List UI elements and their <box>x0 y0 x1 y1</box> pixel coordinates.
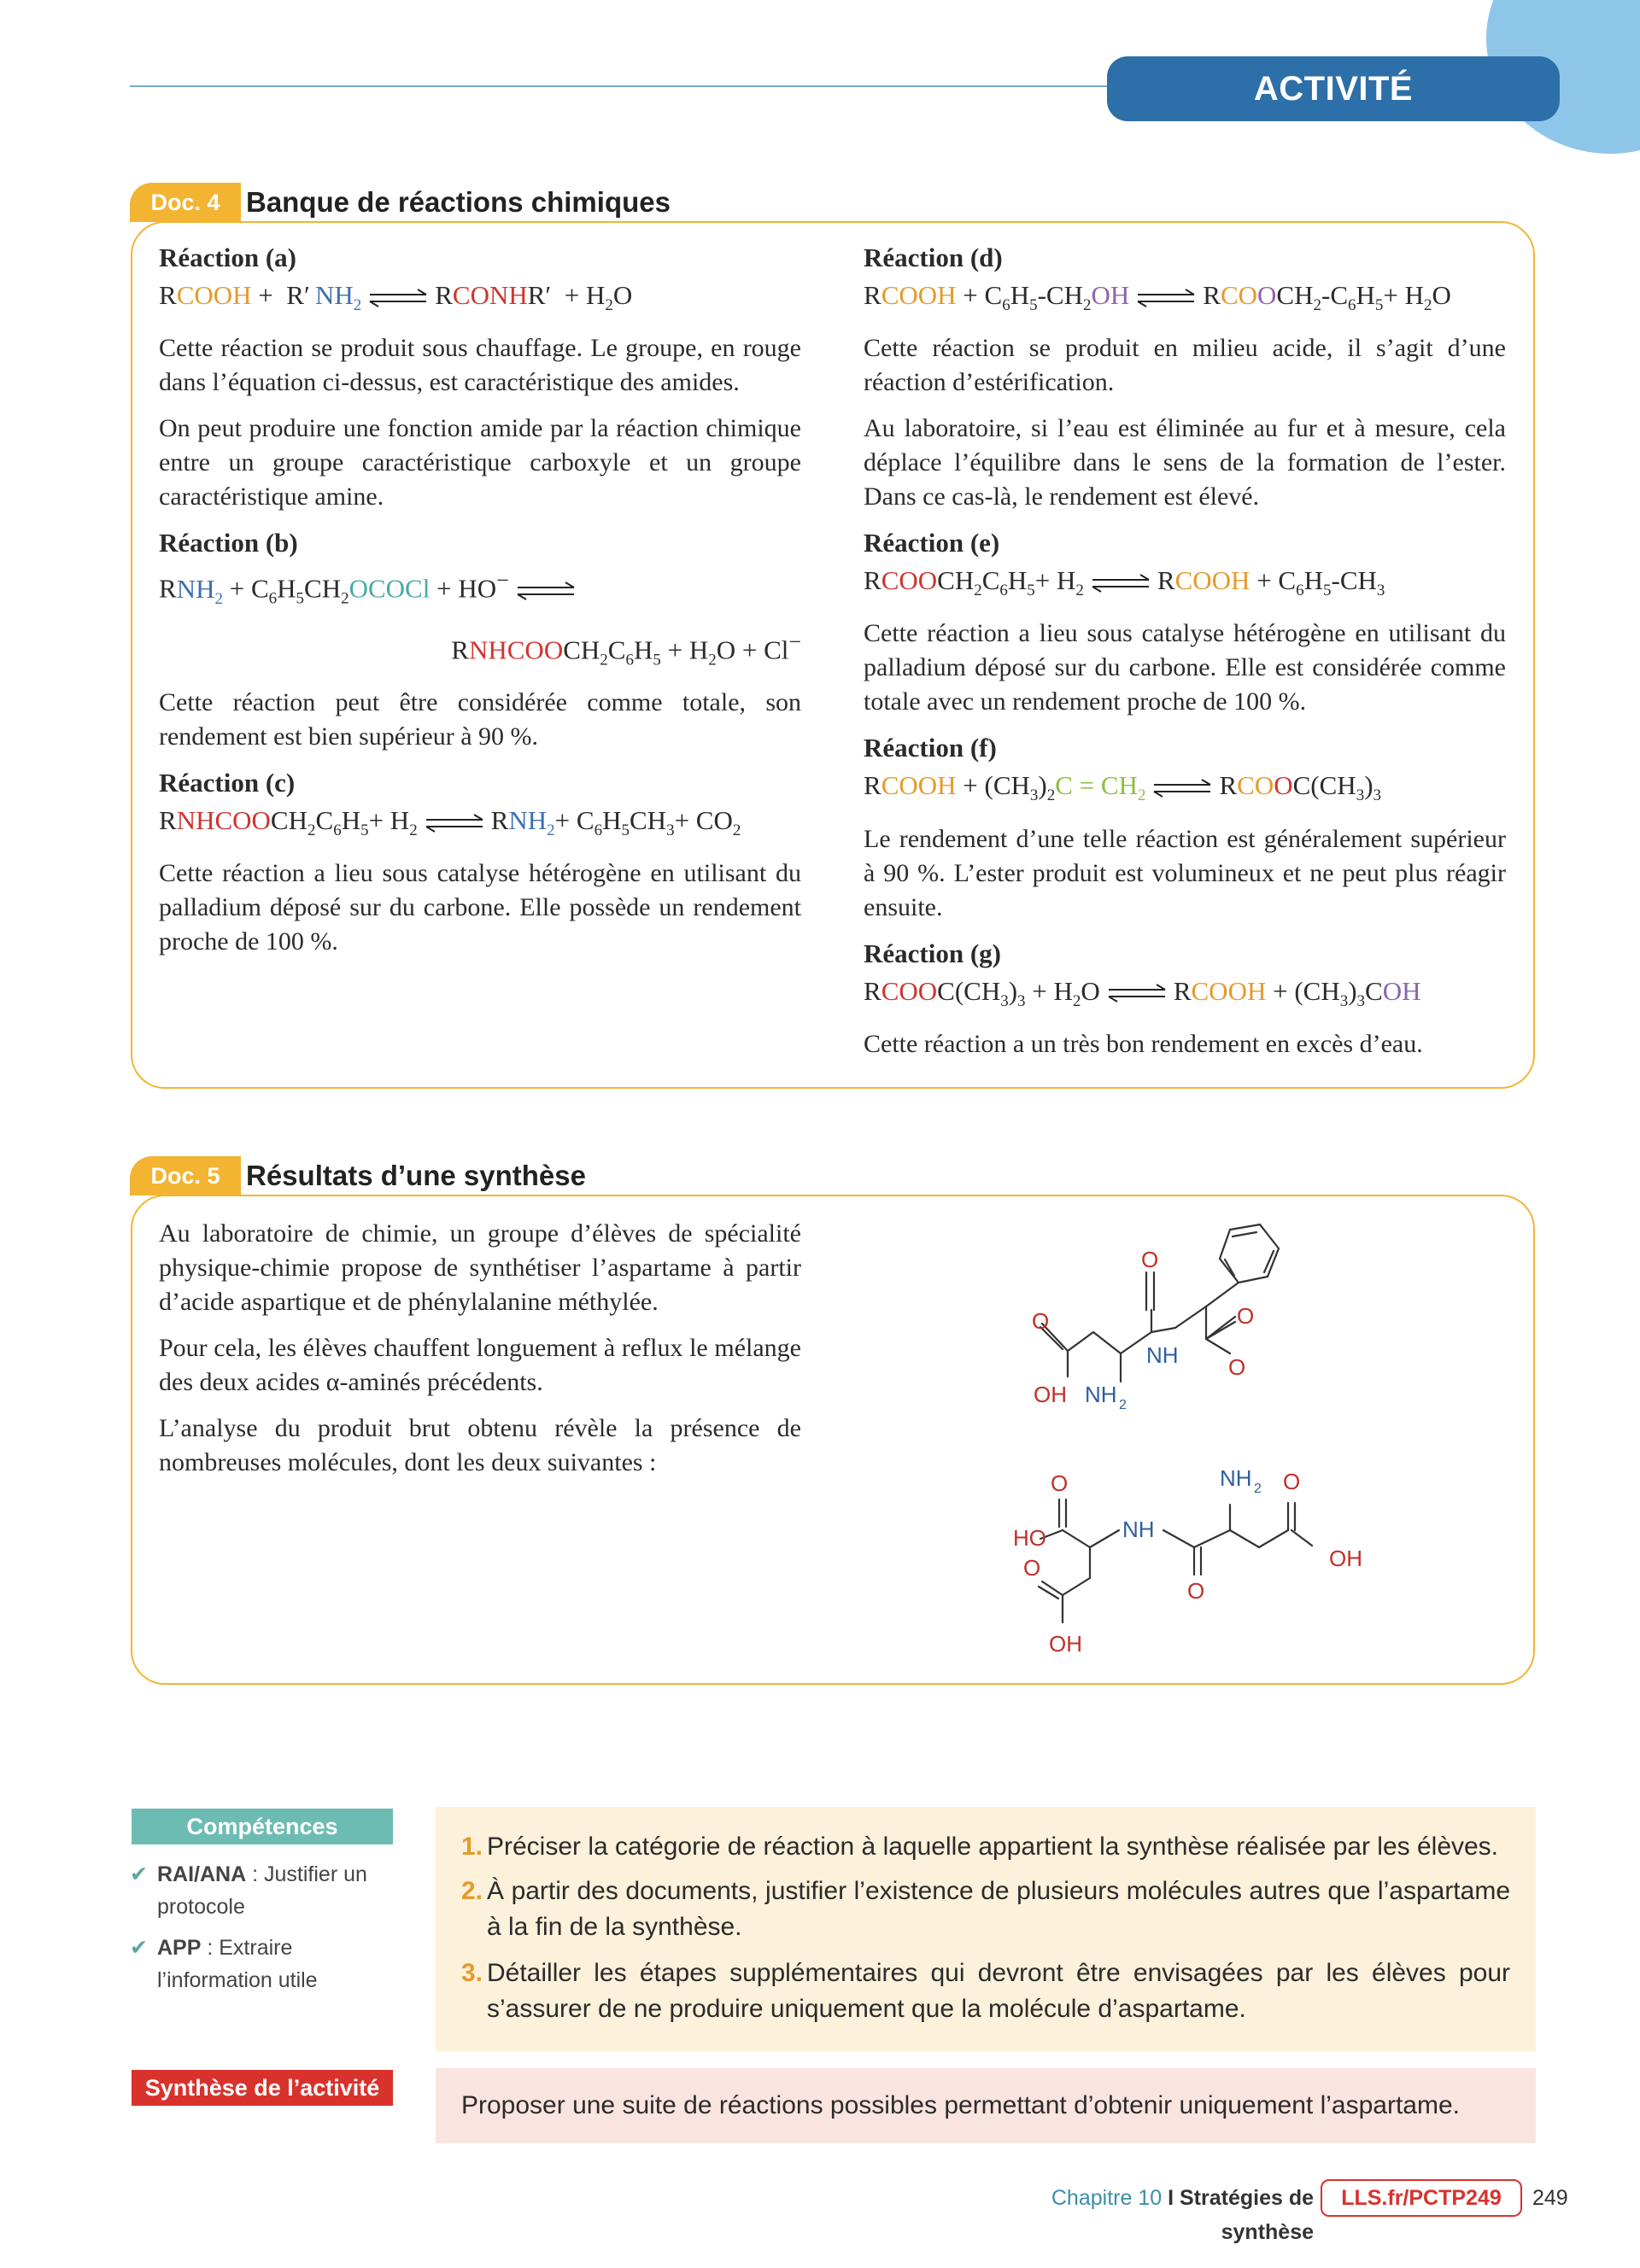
reaction-a-text-1: Cette réaction se produit sous chauffage. Le groupe, en rouge dans l’équation ci-dessus, est caractéristique des amides. <box>159 334 801 397</box>
activity-banner: ACTIVITÉ D’EXPLORATION <box>1107 56 1560 121</box>
reaction-g-text: Cette réaction a un très bon rendement en excès d’eau. <box>864 1029 1423 1058</box>
mol2-o4: O <box>1283 1469 1301 1494</box>
mol1-o2: O <box>1141 1247 1159 1272</box>
footer-separator: I <box>1168 2186 1174 2210</box>
molecule-2 <box>982 1452 1375 1665</box>
synthese-header: Synthèse de l’activité <box>132 2070 393 2106</box>
reaction-d-equation: RCOOH + $C_6H_5-CH_2OH$ $RCOOCH_2-C_6H_5+ H_2O$ <box>864 280 1451 315</box>
molecule-1 <box>982 1213 1341 1426</box>
questions-box <box>436 1807 1536 2051</box>
footer-chapter-title: Stratégies de synthèse <box>1179 2186 1314 2244</box>
reaction-f-title: Réaction (f) <box>864 733 997 763</box>
page-number: 249 <box>1532 2186 1568 2210</box>
doc5-para-3: L’analyse du produit brut obtenu révèle la présence de nombreuses molécules, dont les deux suivantes : <box>159 1414 801 1476</box>
reaction-a-text-2: On peut produire une fonction amide par la réaction chimique entre un groupe caractéristique carboxyle et un groupe caractéristique amine. <box>159 414 801 511</box>
mol2-nh: NH <box>1122 1517 1155 1542</box>
reaction-c-title: Réaction (c) <box>159 768 296 798</box>
reaction-f-equation: RCOOH + $(CH_3)_2C = CH_2$ $RCOOC(CH_3)_3$ <box>864 770 1382 805</box>
question-text: Préciser la catégorie de réaction à laquelle appartient la synthèse réalisée par les élèves. <box>487 1833 1499 1861</box>
competence-item <box>130 1858 386 1923</box>
reaction-d-text-1: Cette réaction se produit en milieu acide, il s’agit d’une réaction d’estérification. <box>864 334 1506 397</box>
doc5-title: Résultats d’une synthèse <box>246 1160 586 1191</box>
reaction-c-text: Cette réaction a lieu sous catalyse hétérogène en utilisant du palladium déposé sur du carbone. Elle possède un rendement proche de 100 %. <box>159 859 801 956</box>
doc5-text <box>159 1217 801 1492</box>
mol1-nh: NH <box>1146 1342 1179 1368</box>
reaction-f-text: Le rendement d’une telle réaction est généralement supérieur à 90 %. L’ester produit est volumineux et ne peut plus réagir ensuite. <box>864 824 1506 921</box>
question-number: 3. <box>461 1959 483 1987</box>
question-number: 1. <box>461 1833 483 1861</box>
mol2-o2: O <box>1023 1555 1041 1581</box>
reaction-c-equation: $RNHCOOCH_2C_6H_5+ H_2$ $RNH_2+ C_6H_5CH_3+ CO_2$ <box>159 805 741 840</box>
mol1-o3: O <box>1237 1303 1255 1329</box>
reaction-e-equation: $RCOOCH_2C_6H_5+ H_2$ RCOOH + $C_6H_5-CH_3$ <box>864 565 1385 600</box>
question-1 <box>461 1829 1510 1865</box>
competences-list <box>130 1858 386 2005</box>
competence-code: APP <box>157 1936 202 1960</box>
mol2-nh2: NH <box>1220 1465 1252 1491</box>
question-number: 2. <box>461 1877 483 1905</box>
reaction-b-title: Réaction (b) <box>159 528 298 558</box>
mol1-nh2: NH <box>1085 1382 1117 1407</box>
mol2-oh1: OH <box>1049 1631 1082 1657</box>
header-rule <box>130 85 1121 87</box>
check-icon: ✔ <box>130 1862 148 1886</box>
competence-text: : Extraire l’information utile <box>157 1936 318 1992</box>
competence-text: : Justifier un protocole <box>157 1862 367 1919</box>
doc5-para-1: Au laboratoire de chimie, un groupe d’élèves de spécialité physique-chimie propose de synthétiser l’aspartame à partir d’acide aspartique et de phénylalanine méthylée. <box>159 1219 801 1316</box>
question-text: Détailler les étapes supplémentaires qui devront être envisagées par les élèves pour s’assurer de ne produire uniquement que la molécule d’aspartame. <box>487 1959 1510 2023</box>
question-2 <box>461 1873 1510 1945</box>
reaction-b-equation-1: $RNH_2$ + $C_6H_5CH_2OCOCl + HO^-$ <box>159 564 801 617</box>
footer-chapter-number: Chapitre 10 <box>1051 2186 1163 2210</box>
reaction-b-text: Cette réaction peut être considérée comme totale, son rendement est bien supérieur à 90 %. <box>159 688 801 751</box>
mol1-nh2-sub: 2 <box>1119 1398 1127 1412</box>
reaction-b-equation-2: $RNHCOOCH_2C_6H_5 + H_2O + Cl^-$ <box>451 628 801 669</box>
competences-header: Compétences <box>132 1809 393 1844</box>
reaction-g-equation: $RCOOC(CH_3)_3 + H_2O$ RCOOH + $(CH_3)_3COH$ <box>864 975 1421 1010</box>
mol1-o1: O <box>1032 1308 1050 1334</box>
reaction-a-title: Réaction (a) <box>159 243 296 272</box>
doc5-para-2: Pour cela, les élèves chauffent longuement à reflux le mélange des deux acides α-aminés précédents. <box>159 1334 801 1396</box>
doc4-right-column <box>864 241 1506 1073</box>
reaction-d-text-2: Au laboratoire, si l’eau est éliminée au fur et à mesure, cela déplace l’équilibre dans le sens de la formation de l’ester. Dans ce cas-là, le rendement est élevé. <box>864 414 1506 511</box>
question-text: À partir des documents, justifier l’existence de plusieurs molécules autres que l’aspartame à la fin de la synthèse. <box>487 1877 1510 1941</box>
reaction-e-text: Cette réaction a lieu sous catalyse hétérogène en utilisant du palladium déposé sur du carbone. Elle est considérée comme totale avec un rendement proche de 100 %. <box>864 619 1506 716</box>
competence-code: RAI/ANA <box>157 1862 247 1886</box>
doc5-tab: Doc. 5 <box>130 1156 241 1195</box>
reaction-e-title: Réaction (e) <box>864 528 1000 558</box>
mol1-oh: OH <box>1034 1382 1067 1407</box>
competence-item <box>130 1932 386 1996</box>
mol2-nh2-sub: 2 <box>1254 1482 1262 1496</box>
mol2-ho: HO <box>1013 1525 1046 1551</box>
mol2-o3: O <box>1187 1578 1205 1604</box>
check-icon: ✔ <box>130 1936 148 1960</box>
question-3 <box>461 1955 1510 2027</box>
mol2-o1: O <box>1051 1470 1069 1496</box>
footer-chapter <box>960 2181 1314 2249</box>
doc4-title: Banque de réactions chimiques <box>246 186 671 218</box>
synthese-text: Proposer une suite de réactions possibles permettant d’obtenir uniquement l’aspartame. <box>436 2068 1536 2143</box>
footer-link[interactable]: LLS.fr/PCTP249 <box>1321 2179 1522 2217</box>
mol1-o4: O <box>1228 1354 1246 1380</box>
reaction-a-equation: RCOOH + R′ $NH_2$ RCONHR′ + $H_2O$ <box>159 280 633 315</box>
reaction-g-title: Réaction (g) <box>864 938 1001 968</box>
reaction-d-title: Réaction (d) <box>864 243 1003 272</box>
doc4-left-column <box>159 241 801 971</box>
mol2-oh2: OH <box>1329 1546 1362 1571</box>
doc4-tab: Doc. 4 <box>130 183 241 222</box>
